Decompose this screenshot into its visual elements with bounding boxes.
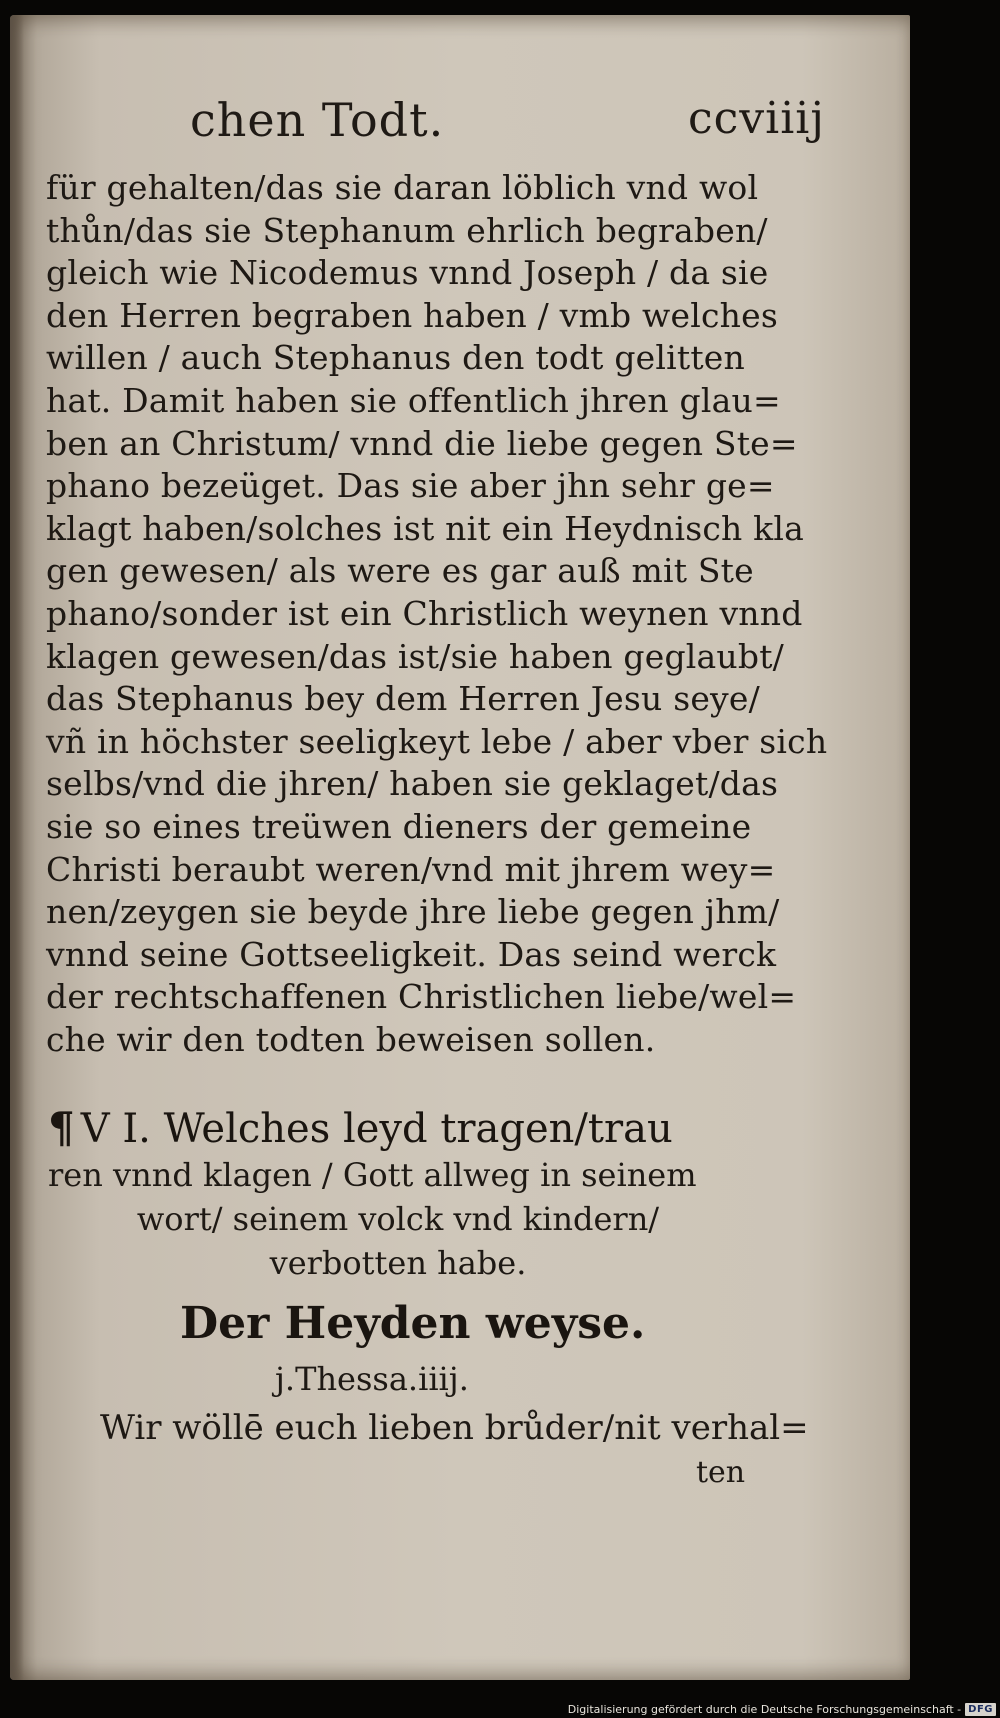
text-line: Christi beraubt weren/vnd mit jhrem wey= — [46, 849, 776, 889]
text-line: che wir den todten beweisen sollen. — [46, 1019, 656, 1059]
text-line: gen gewesen/ als were es gar auß mit Ste — [46, 551, 754, 591]
body-text — [46, 167, 828, 1061]
catchword: ten — [696, 1455, 746, 1490]
section-line: wort/ seinem volck vnd kindern/ — [136, 1200, 660, 1238]
page-header — [190, 93, 825, 153]
text-line: ben an Christum/ vnnd die liebe gegen Ste= — [46, 423, 798, 463]
text-line: thůn/das sie Stephanum ehrlich begraben/ — [46, 210, 768, 250]
text-line: den Herren begraben haben / vmb welches — [46, 295, 778, 335]
text-line: nen/zeygen sie beyde jhre liebe gegen jhm/ — [46, 892, 780, 932]
book-page — [10, 15, 910, 1680]
running-title: chen Todt. — [190, 93, 445, 147]
text-line: vñ in höchster seeligkeyt lebe / aber vber sich — [46, 721, 828, 761]
folio-number: ccviiij — [687, 93, 825, 144]
credit-text: Digitalisierung gefördert durch die Deutsche Forschungsgemeinschaft - — [567, 1703, 962, 1716]
text-line: selbs/vnd die jhren/ haben sie geklaget/das — [46, 764, 779, 804]
text-line: willen / auch Stephanus den todt gelitten — [46, 338, 745, 378]
text-line: für gehalten/das sie daran löblich vnd wol — [46, 168, 759, 207]
text-line: phano/sonder ist ein Christlich weynen vnnd — [46, 593, 803, 633]
section-first-line — [48, 1103, 748, 1153]
section-title: V I. Welches leyd tragen/trau — [80, 1106, 673, 1152]
text-line: vnnd seine Gottseeligkeit. Das seind werck — [46, 934, 777, 974]
subheading: Der Heyden weyse. — [180, 1298, 646, 1349]
text-line: sie so eines treüwen dieners der gemeine — [46, 806, 752, 846]
section-line: verbotten habe. — [269, 1244, 527, 1282]
text-line: der rechtschaffenen Christlichen liebe/wel= — [46, 977, 797, 1017]
text-line: hat. Damit haben sie offentlich jhren glau= — [46, 380, 781, 420]
digitization-credit — [568, 1703, 996, 1716]
text-line: klagen gewesen/das ist/sie haben geglaubt/ — [46, 636, 784, 676]
text-line: das Stephanus bey dem Herren Jesu seye/ — [46, 679, 760, 719]
dfg-logo: DFG — [965, 1703, 996, 1716]
pilcrow-mark: ¶ — [48, 1103, 75, 1152]
text-line: phano bezeüget. Das sie aber jhn sehr ge= — [46, 466, 775, 506]
text-line: klagt haben/solches ist nit ein Heydnisch kla — [46, 508, 804, 548]
page-spine-shadow — [10, 15, 24, 1680]
text-line: gleich wie Nicodemus vnnd Joseph / da sie — [46, 253, 769, 293]
section-heading — [48, 1103, 748, 1285]
text-line: Wir wöllē euch lieben brůder/nit verhal= — [100, 1408, 809, 1448]
scripture-citation: j.Thessa.iiij. — [275, 1360, 469, 1398]
section-line: ren vnnd klagen / Gott allweg in seinem — [48, 1156, 697, 1194]
